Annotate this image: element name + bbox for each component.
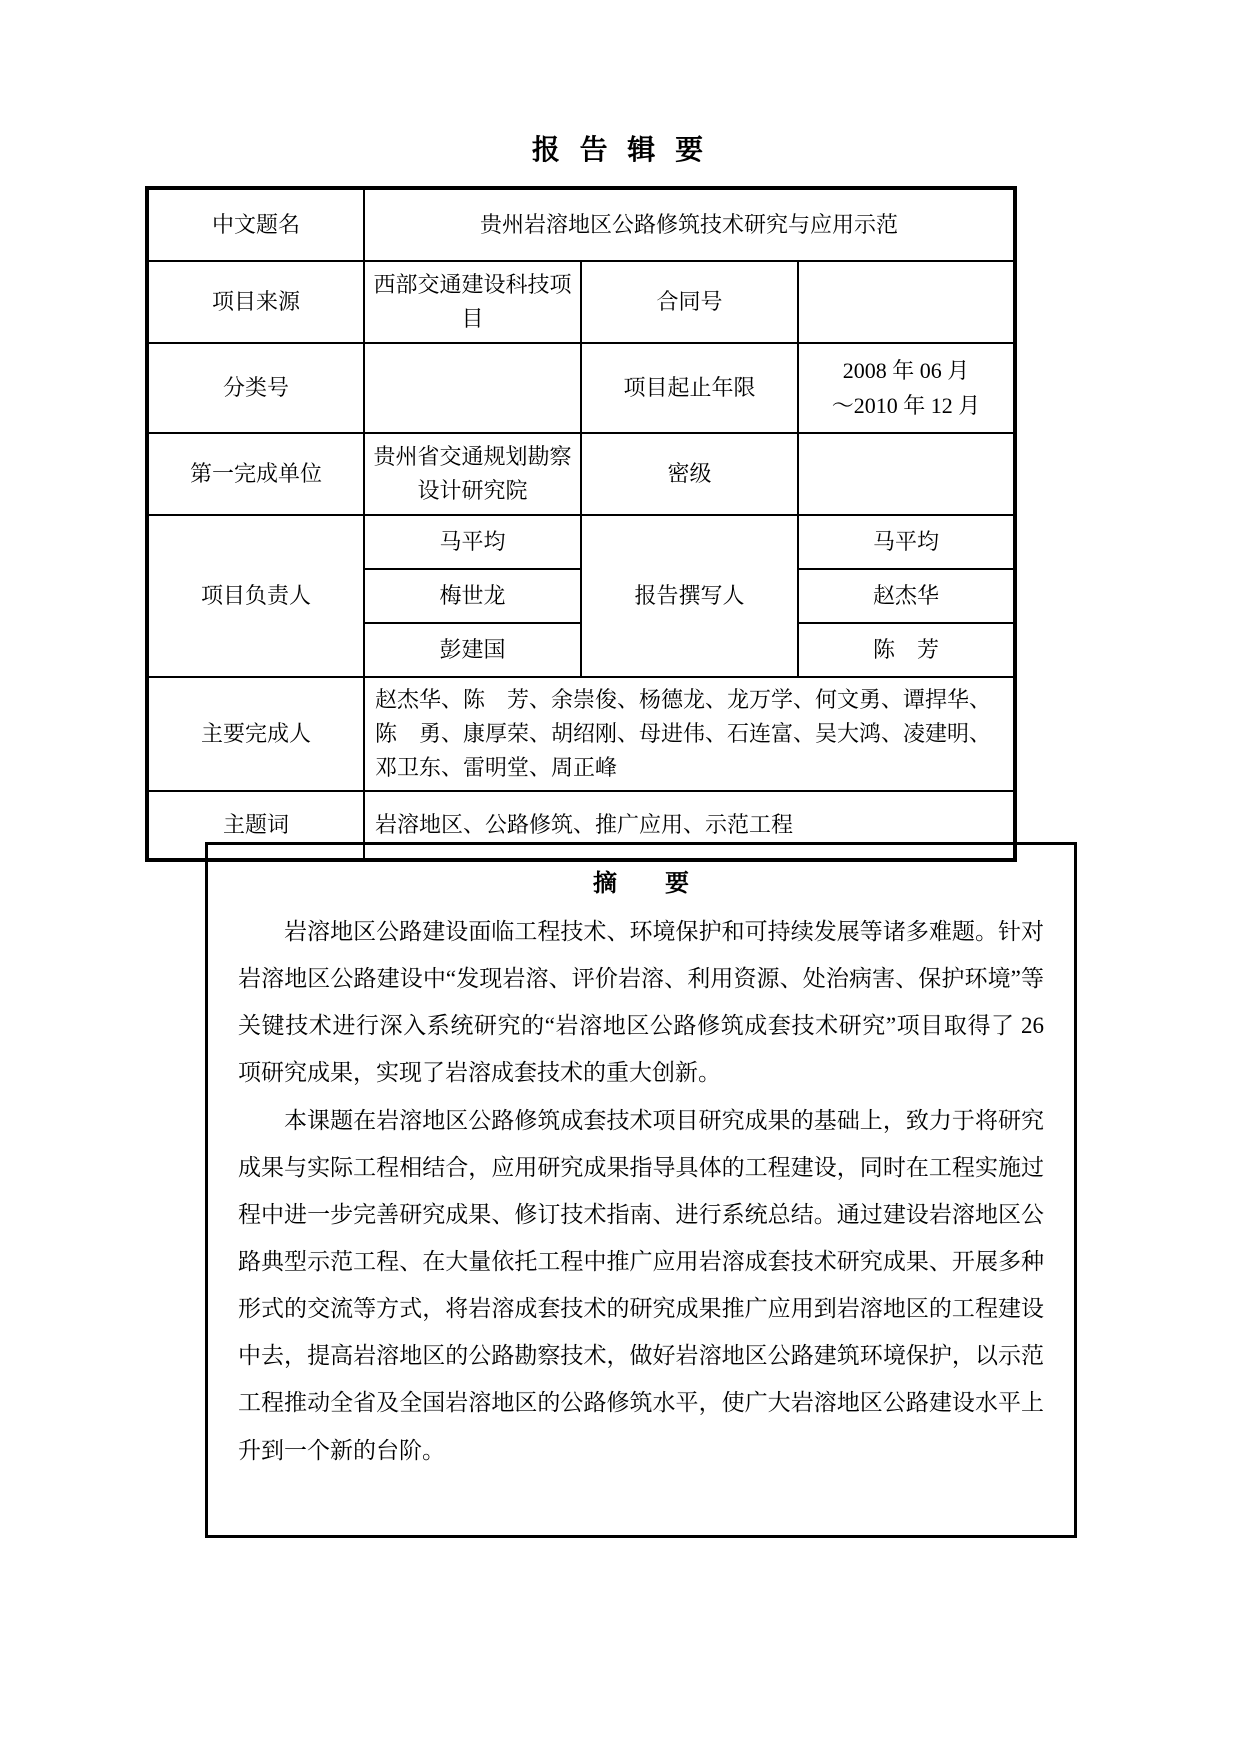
first-completing-unit-label: 第一完成单位 — [147, 433, 364, 515]
report-writer-name-3: 陈 芳 — [798, 623, 1015, 677]
abstract-paragraph-1: 岩溶地区公路建设面临工程技术、环境保护和可持续发展等诸多难题。针对岩溶地区公路建设中“发现岩溶、评价岩溶、利用资源、处治病害、保护环境”等关键技术进行深入系统研究的“岩溶地区公路修筑成套技术研究”项目取得了 26 项研究成果，实现了岩溶成套技术的重大创新。 — [238, 919, 1044, 1086]
security-level-label: 密级 — [581, 433, 798, 515]
table-row — [147, 188, 1015, 261]
page-title: 报 告 辑 要 — [531, 134, 710, 165]
table-row — [147, 515, 1015, 569]
project-source-label: 项目来源 — [147, 261, 364, 343]
main-contributors-label: 主要完成人 — [147, 677, 364, 791]
abstract-heading: 摘 要 — [593, 870, 689, 897]
keywords-label: 主题词 — [147, 791, 364, 860]
first-completing-unit-value: 贵州省交通规划勘察设计研究院 — [364, 433, 581, 515]
project-leader-name-2: 梅世龙 — [364, 569, 581, 623]
project-leader-label: 项目负责人 — [147, 515, 364, 677]
abstract-paragraph-2: 本课题在岩溶地区公路修筑成套技术项目研究成果的基础上，致力于将研究成果与实际工程相结合，应用研究成果指导具体的工程建设，同时在工程实施过程中进一步完善研究成果、修订技术指南、进行系统总结。通过建设岩溶地区公路典型示范工程、在大量依托工程中推广应用岩溶成套技术研究成果、开展多种形式的交流等方式，将岩溶成套技术的研究成果推广应用到岩溶地区的工程建设中去，提高岩溶地区的公路勘察技术，做好岩溶地区公路建筑环境保护，以示范工程推动全省及全国岩溶地区的公路修筑水平，使广大岩溶地区公路建设水平上升到一个新的台阶。 — [238, 1107, 1044, 1463]
contract-number-label: 合同号 — [581, 261, 798, 343]
project-leader-name-3: 彭建国 — [364, 623, 581, 677]
report-writer-name-2: 赵杰华 — [798, 569, 1015, 623]
contract-number-value — [798, 261, 1015, 343]
project-duration-label: 项目起止年限 — [581, 343, 798, 433]
project-leader-name-1: 马平均 — [364, 515, 581, 569]
chinese-title-label: 中文题名 — [147, 188, 364, 261]
project-end-date: ～2010 年 12 月 — [831, 393, 981, 418]
main-contributors-value: 赵杰华、陈 芳、余崇俊、杨德龙、龙万学、何文勇、谭捍华、陈 勇、康厚荣、胡绍刚、母进伟、石连富、吴大鸿、凌建明、邓卫东、雷明堂、周正峰 — [364, 677, 1015, 791]
report-writer-name-1: 马平均 — [798, 515, 1015, 569]
table-row — [147, 433, 1015, 515]
project-source-value: 西部交通建设科技项目 — [364, 261, 581, 343]
project-duration-value — [798, 343, 1015, 433]
classification-number-label: 分类号 — [147, 343, 364, 433]
classification-number-value — [364, 343, 581, 433]
table-row — [147, 343, 1015, 433]
table-row — [147, 261, 1015, 343]
report-writer-label: 报告撰写人 — [581, 515, 798, 677]
abstract-box — [205, 842, 1077, 1538]
security-level-value — [798, 433, 1015, 515]
project-start-date: 2008 年 06 月 — [842, 357, 970, 383]
report-meta-table — [145, 186, 1017, 862]
chinese-title-value: 贵州岩溶地区公路修筑技术研究与应用示范 — [364, 188, 1015, 261]
keywords-value: 岩溶地区、公路修筑、推广应用、示范工程 — [364, 791, 1015, 860]
table-row — [147, 677, 1015, 791]
